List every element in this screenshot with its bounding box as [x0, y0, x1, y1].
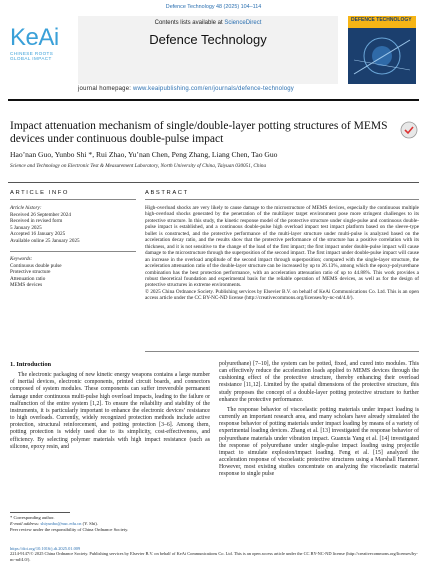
publisher-tagline-2: GLOBAL IMPACT — [10, 56, 52, 61]
header-divider — [8, 99, 419, 101]
article-history — [10, 205, 136, 245]
history-item: Available online 25 January 2025 — [10, 237, 80, 244]
publisher-logo: KeAi — [10, 24, 59, 51]
check-for-updates-icon[interactable] — [400, 121, 418, 139]
abstract-divider — [145, 199, 419, 200]
license-statement[interactable]: © 2025 China Ordnance Society. Publishing services by Elsevier B.V. on behalf of KeAi Communications Co. Ltd. This is an open access article under the CC BY-NC-ND license (http://creativecommons.org/licenses/by-nc-nd/4.0/). — [145, 288, 419, 302]
keywords-block — [10, 256, 136, 289]
author-list[interactable]: Hao’nan Guo, Yunbo Shi *, Rui Zhao, Yu’nan Chen, Peng Zhang, Liang Chen, Tao Guo — [10, 150, 278, 159]
history-item: Accepted 16 January 2025 — [10, 231, 66, 238]
article-info-divider — [10, 199, 136, 200]
keyword-item: MEMS devices — [10, 282, 43, 289]
keyword-item: Attenuation ratio — [10, 275, 46, 282]
sciencedirect-link[interactable]: ScienceDirect — [224, 20, 262, 26]
journal-cover-image[interactable] — [348, 16, 416, 84]
doi-block — [10, 546, 419, 562]
journal-reference[interactable]: Defence Technology 48 (2025) 104–114 — [165, 4, 262, 10]
issn-license-line: 2214-9147/© 2025 China Ordnance Society. Publishing services by Elsevier B.V. on behalf of KeAi Communications Co. Ltd. This is an open access article under the CC BY-NC-ND license (http://creativecommons.org/licenses/by-nc-nd/4.0/). — [10, 551, 418, 562]
contents-line — [78, 20, 338, 26]
homepage-link[interactable]: www.keaipublishing.com/en/journals/defence-technology — [132, 86, 295, 92]
footnote — [10, 515, 210, 532]
publisher-tagline-1: CHINESE ROOTS — [10, 51, 54, 56]
email-label: E-mail address: — [10, 520, 40, 526]
abstract-heading: ABSTRACT — [145, 190, 189, 196]
article-title: Impact attenuation mechanism of single/double-layer potting structures of MEMS devices under continuous double-pulse impact — [10, 120, 388, 145]
section-heading-introduction: 1. Introduction — [10, 361, 52, 368]
cover-artwork-icon — [352, 30, 412, 80]
homepage-line — [78, 86, 418, 92]
affiliation: Science and Technology on Electronic Test & Measurement Laboratory, North University of China, Taiyuan 030051, China — [10, 163, 267, 169]
keywords-label: Keywords: — [10, 256, 33, 262]
contents-prefix: Contents lists available at — [154, 20, 223, 26]
abstract-end-divider — [145, 351, 419, 352]
abstract-paragraph: High-overload shocks are very likely to cause damage to the microstructure of MEMS devices, especially the continuous multiple high-overload shocks generated by the penetration of the multilayer target environment pose more stringent challenges to its protective structure. In this study, the kinetic response model of the protective structure under single-pulse and continuous double-pulse impact is established, and a continuous double-pulse high overload impact test impact platform based on the sleeve-type bullet is constructed, and the protective performance of the multi-layer structure under multi-pulse is analyzed based on the acceleration decay ratio, and the results show that the protective performance of the structure has a positive correlation with its thickness, and it is not sensitive to the change of the load of the first impact; the first impact under double-pulse impact will cause damage to the microstructure through the superposition of the second impact. The first impact under double-pulse impact will cause an increase in the overload amplitude of the second impact through superposition; compared with the single-layer structure, the acceleration attenuation ratio of the double-layer structure can be increased by up to 26.13%, among which the epoxy-polyurethane combination has the best protection performance, with an acceleration attenuation ratio of up to 44.88%. This work provides a robust theoretical foundation and experimental basis for the reliable operation of MEMS devices, as well as for the design of protective structures in extreme environments. — [145, 205, 419, 289]
cover-title: DEFENCE TECHNOLOGY — [351, 17, 412, 23]
footnote-divider — [10, 512, 70, 513]
doi-link[interactable]: https://doi.org/10.1016/j.dt.2025.01.009 — [10, 546, 81, 551]
peer-review-note: Peer review under the responsibility of China Ordnance Society. — [10, 526, 129, 532]
journal-header-box — [78, 16, 338, 84]
body-paragraph: polyurethane) [7–10], the system can be potted, fixed, and cured into modules. This can effectively reduce the acceleration loads applied to MEMS devices through the cushioning effect of the protective structure, thereby enhancing their overload resistance [11,12]. Limited by the spatial dimensions of the protective structure, this study proposes the concept of a double-layer potting protective structure to further enhance the protective performance. — [219, 361, 419, 403]
keyword-item: Protective structure — [10, 269, 51, 276]
abstract-body — [145, 205, 419, 302]
history-item: 5 January 2025 — [10, 224, 42, 231]
article-info-heading: ARTICLE INFO — [10, 190, 70, 196]
keywords-divider — [10, 251, 136, 252]
title-divider — [8, 182, 419, 183]
body-column-left — [10, 361, 210, 454]
journal-title: Defence Technology — [149, 32, 267, 47]
corresponding-author-note: * Corresponding author. — [10, 515, 55, 520]
body-paragraph: The response behavior of viscoelastic potting materials under impact loading is currently an important research area, and many scholars have already simulated the response behavior of potting materials under impact loading by means of a variety of experimental loading devices. Zhang et al. [13] investigated the response behavior of polyurethane materials under vibration impact. Guanxia Yang et al. [14] investigated the response of polyurethane under single-pulse impact loading using projectile impact to simulate explosion/impact loading. Feng et al. [15] analyzed the acceleration response of viscoelastic protective structures using a Marshall Hammer. However, most existing studies concentrate on analyzing the viscoelastic material response to single pulse — [219, 406, 419, 478]
homepage-prefix: journal homepage: — [78, 86, 132, 92]
body-paragraph: The electronic packaging of new kinetic energy weapons contains a large number of inertial devices, electronic components, printed circuit boards, and connectors composed of system modules. These components can suffer irreversible permanent damage under continuous multi-pulse high overload impacts, leading to the failure or malfunction of the entire system [1,2]. To ensure the reliability and stability of the instruments, it is particularly important to enhance the electronic devices’ resistance to high overloads. Currently, widely recognized protection methods include active protection, structural reinforcement, and potting protection [3–6]. Among them, potting protection is widely used due to its simplicity, cost-effectiveness, and efficiency. By selecting polymer materials with high impact resistance (such as silicone, epoxy resin, and — [10, 372, 210, 450]
history-label: Article history: — [10, 205, 42, 211]
history-item: Received 26 September 2024 — [10, 211, 71, 218]
email-owner: (Y. Shi). — [82, 520, 98, 526]
email-link[interactable]: shiyunbo@nuc.edu.cn — [40, 520, 82, 526]
body-column-right — [219, 361, 419, 482]
history-item: Received in revised form — [10, 218, 63, 225]
keyword-item: Continuous double pulse — [10, 262, 62, 269]
